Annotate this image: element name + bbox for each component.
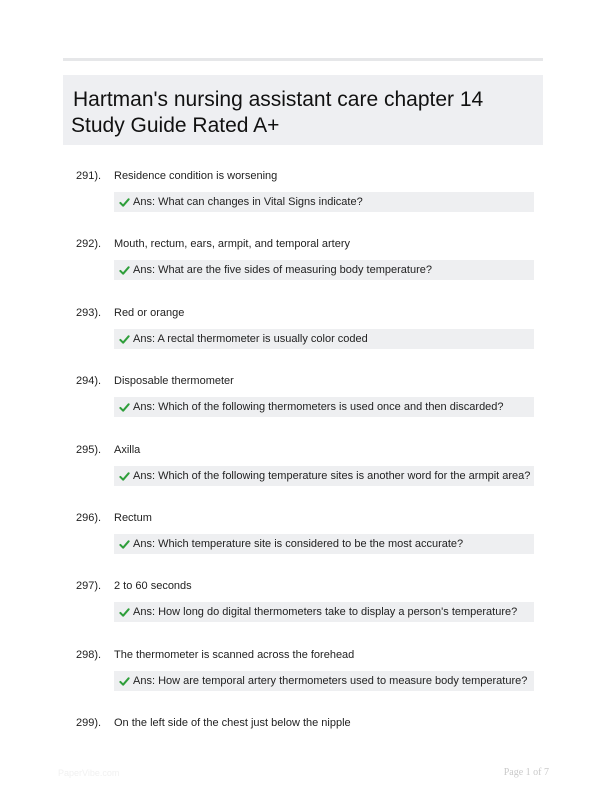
answer-text: Ans: Which of the following temperature sites is another word for the armpit area? [133, 470, 531, 482]
qa-item-293 [0, 306, 606, 366]
question-text: Rectum [114, 512, 152, 524]
question-number: 294). [76, 375, 102, 387]
document-title-line-1: Hartman's nursing assistant care chapter 14 [73, 88, 484, 111]
qa-item-295 [0, 443, 606, 503]
answer-text: Ans: Which temperature site is considered to be the most accurate? [133, 538, 464, 550]
qa-item-298 [0, 648, 606, 708]
check-icon [119, 402, 130, 413]
question-number: 296). [76, 512, 102, 524]
question-text: Red or orange [114, 307, 185, 319]
answer-box [114, 192, 534, 212]
qa-item-297 [0, 579, 606, 639]
check-icon [119, 197, 130, 208]
qa-item-299 [0, 716, 606, 736]
answer-box [114, 329, 534, 349]
answer-text: Ans: How long do digital thermometers take to display a person's temperature? [133, 606, 518, 618]
question-number: 292). [76, 238, 102, 250]
answer-box [114, 260, 534, 280]
question-number: 297). [76, 580, 102, 592]
answer-text: Ans: A rectal thermometer is usually color coded [133, 333, 368, 345]
answer-box [114, 397, 534, 417]
question-text: On the left side of the chest just below the nipple [114, 717, 351, 729]
page-number: Page 1 of 7 [503, 767, 549, 778]
answer-box [114, 671, 534, 691]
question-number: 291). [76, 170, 102, 182]
question-text: The thermometer is scanned across the forehead [114, 649, 355, 661]
check-icon [119, 265, 130, 276]
check-icon [119, 676, 130, 687]
answer-text: Ans: How are temporal artery thermometers used to measure body temperature? [133, 675, 528, 687]
question-number: 298). [76, 649, 102, 661]
qa-item-291 [0, 169, 606, 229]
question-number: 299). [76, 717, 102, 729]
document-title-line-2: Study Guide Rated A+ [71, 114, 280, 137]
footer-watermark: PaperVibe.com [58, 768, 120, 778]
check-icon [119, 471, 130, 482]
answer-text: Ans: What are the five sides of measuring body temperature? [133, 264, 432, 276]
qa-item-296 [0, 511, 606, 571]
question-text: Mouth, rectum, ears, armpit, and temporal artery [114, 238, 350, 250]
qa-item-294 [0, 374, 606, 434]
check-icon [119, 334, 130, 345]
answer-box [114, 466, 534, 486]
answer-text: Ans: Which of the following thermometers is used once and then discarded? [133, 401, 504, 413]
question-text: Disposable thermometer [114, 375, 234, 387]
question-text: Axilla [114, 444, 141, 456]
answer-box [114, 534, 534, 554]
question-text: 2 to 60 seconds [114, 580, 192, 592]
question-number: 295). [76, 444, 102, 456]
qa-item-292 [0, 237, 606, 297]
question-number: 293). [76, 307, 102, 319]
answer-box [114, 602, 534, 622]
answer-text: Ans: What can changes in Vital Signs indicate? [133, 196, 363, 208]
check-icon [119, 607, 130, 618]
check-icon [119, 539, 130, 550]
question-text: Residence condition is worsening [114, 170, 278, 182]
